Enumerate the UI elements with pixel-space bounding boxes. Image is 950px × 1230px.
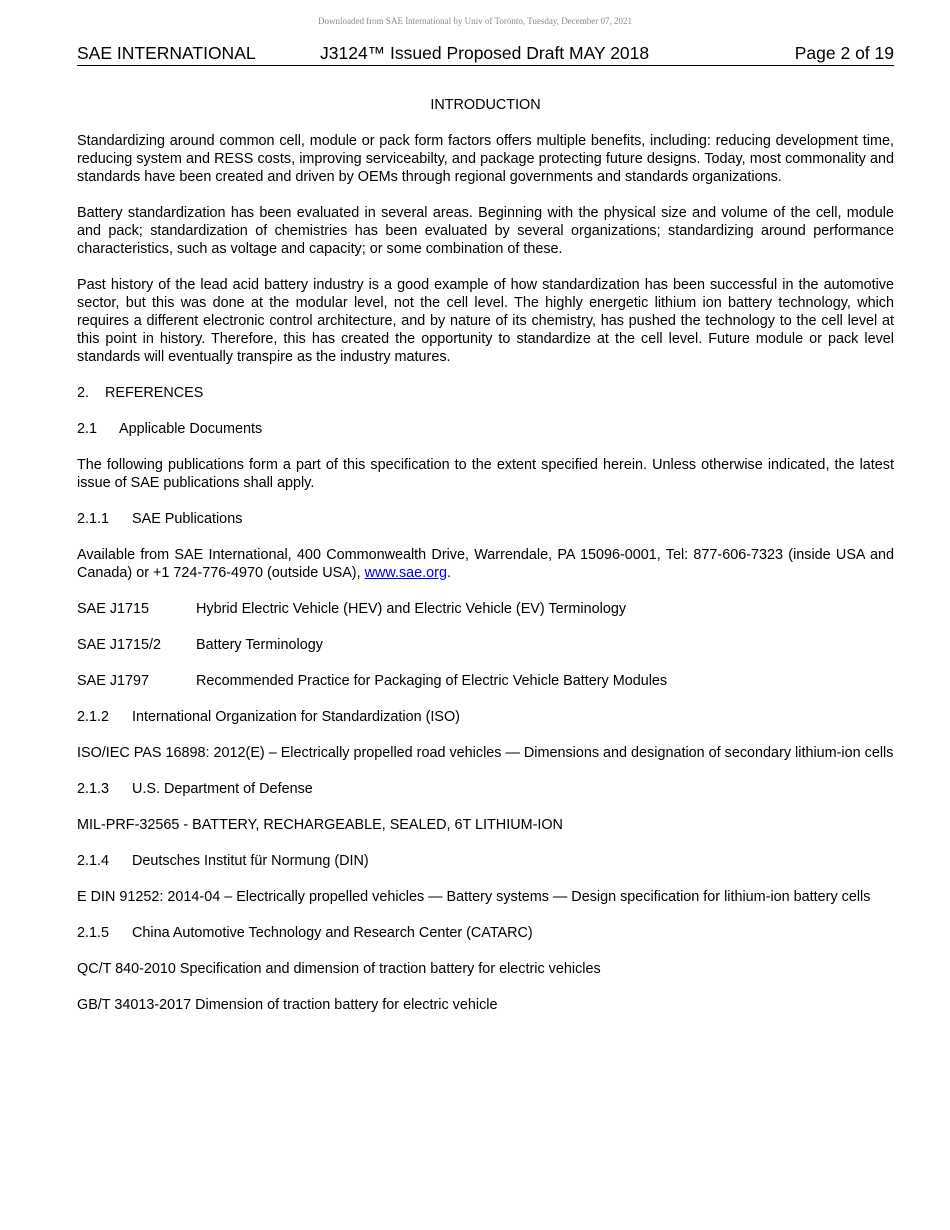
section-title: SAE Publications: [132, 511, 243, 527]
intro-paragraph-1: Standardizing around common cell, module or pack form factors offers multiple benefits, including: reducing development time, reducing system and RESS costs, improving serviceabilty, and package protecting future designs. Today, most commonality and standards have been created and driven by OEMs through regional governments and standards organizations.: [77, 133, 894, 185]
section-heading-sae-publications: [77, 510, 894, 528]
catarc-reference-1: QC/T 840-2010 Specification and dimension of traction battery for electric vehicles: [77, 961, 601, 977]
header-doc-id: J3124™ Issued Proposed Draft MAY 2018: [320, 43, 650, 63]
reference-item: [77, 636, 894, 654]
section-number: 2.1.3: [77, 781, 110, 797]
section-title: REFERENCES: [105, 385, 204, 401]
sae-website-link[interactable]: www.sae.org: [364, 565, 447, 581]
section-number: 2.1.5: [77, 925, 110, 941]
section-title: U.S. Department of Defense: [132, 781, 313, 797]
link-tail: .: [446, 565, 451, 581]
download-watermark: Downloaded from SAE International by Univ of Toronto, Tuesday, December 07, 2021: [317, 16, 633, 26]
reference-title: Battery Terminology: [196, 637, 323, 653]
section-title: Deutsches Institut für Normung (DIN): [132, 853, 369, 869]
reference-item: [77, 672, 894, 690]
section-heading-applicable-documents: [77, 420, 894, 438]
page-body: [77, 96, 894, 1014]
section-number: 2.1.1: [77, 511, 110, 527]
section-heading-iso: [77, 708, 894, 726]
section-heading-dod: [77, 780, 894, 798]
header-org: SAE INTERNATIONAL: [77, 43, 256, 63]
intro-paragraph-2: Battery standardization has been evaluated in several areas. Beginning with the physical size and volume of the cell, module and pack; standardization of chemistries has been evaluated by several organizations; standardizing around performance characteristics, such as voltage and capacity; or some combination of these.: [77, 205, 894, 257]
reference-code: SAE J1715/2: [77, 637, 162, 653]
reference-title: Hybrid Electric Vehicle (HEV) and Electric Vehicle (EV) Terminology: [196, 601, 627, 617]
catarc-reference-2: GB/T 34013-2017 Dimension of traction battery for electric vehicle: [77, 997, 498, 1013]
section-number: 2.1.4: [77, 853, 110, 869]
page-header: [77, 43, 894, 66]
applicable-documents-text: The following publications form a part of this specification to the extent specified herein. Unless otherwise indicated, the latest issue of SAE publications shall apply.: [77, 457, 894, 491]
section-number: 2.1.2: [77, 709, 110, 725]
section-number: 2.: [77, 385, 90, 401]
availability-text: Available from SAE International, 400 Commonwealth Drive, Warrendale, PA 15096-0001, Tel: 877-606-7323 (inside USA and Canada) or +1 724-776-4970 (outside USA),: [77, 547, 894, 581]
section-heading-catarc: [77, 924, 894, 942]
din-reference-text: E DIN 91252: 2014-04 – Electrically propelled vehicles — Battery systems — Design specification for lithium-ion battery cells: [77, 889, 871, 905]
header-page-number: Page 2 of 19: [794, 43, 894, 63]
section-title: China Automotive Technology and Research Center (CATARC): [132, 925, 533, 941]
section-heading-din: [77, 852, 894, 870]
section-title: International Organization for Standardization (ISO): [132, 709, 460, 725]
intro-paragraph-3: Past history of the lead acid battery industry is a good example of how standardization has been successful in the automotive sector, but this was done at the modular level, not the cell level. The highly energetic lithium ion battery technology, which requires a different electronic control architecture, and by nature of its chemistry, has pushed the technology to the cell level at this point in history. Therefore, this has created the opportunity to standardize at the cell level. Future module or pack level standards will eventually transpire as the industry matures.: [77, 277, 894, 365]
reference-title: Recommended Practice for Packaging of Electric Vehicle Battery Modules: [196, 673, 668, 689]
reference-item: [77, 600, 894, 618]
section-title: Applicable Documents: [119, 421, 263, 437]
section-number: 2.1: [77, 421, 98, 437]
reference-code: SAE J1715: [77, 601, 150, 617]
section-heading-references: [77, 384, 894, 402]
iso-reference-text: ISO/IEC PAS 16898: 2012(E) – Electrically propelled road vehicles — Dimensions and designation of secondary lithium-ion cells: [77, 745, 894, 761]
dod-reference-text: MIL-PRF-32565 - BATTERY, RECHARGEABLE, SEALED, 6T LITHIUM-ION: [77, 817, 563, 833]
sae-availability-text: [77, 546, 894, 582]
introduction-heading: INTRODUCTION: [430, 97, 541, 113]
reference-code: SAE J1797: [77, 673, 150, 689]
